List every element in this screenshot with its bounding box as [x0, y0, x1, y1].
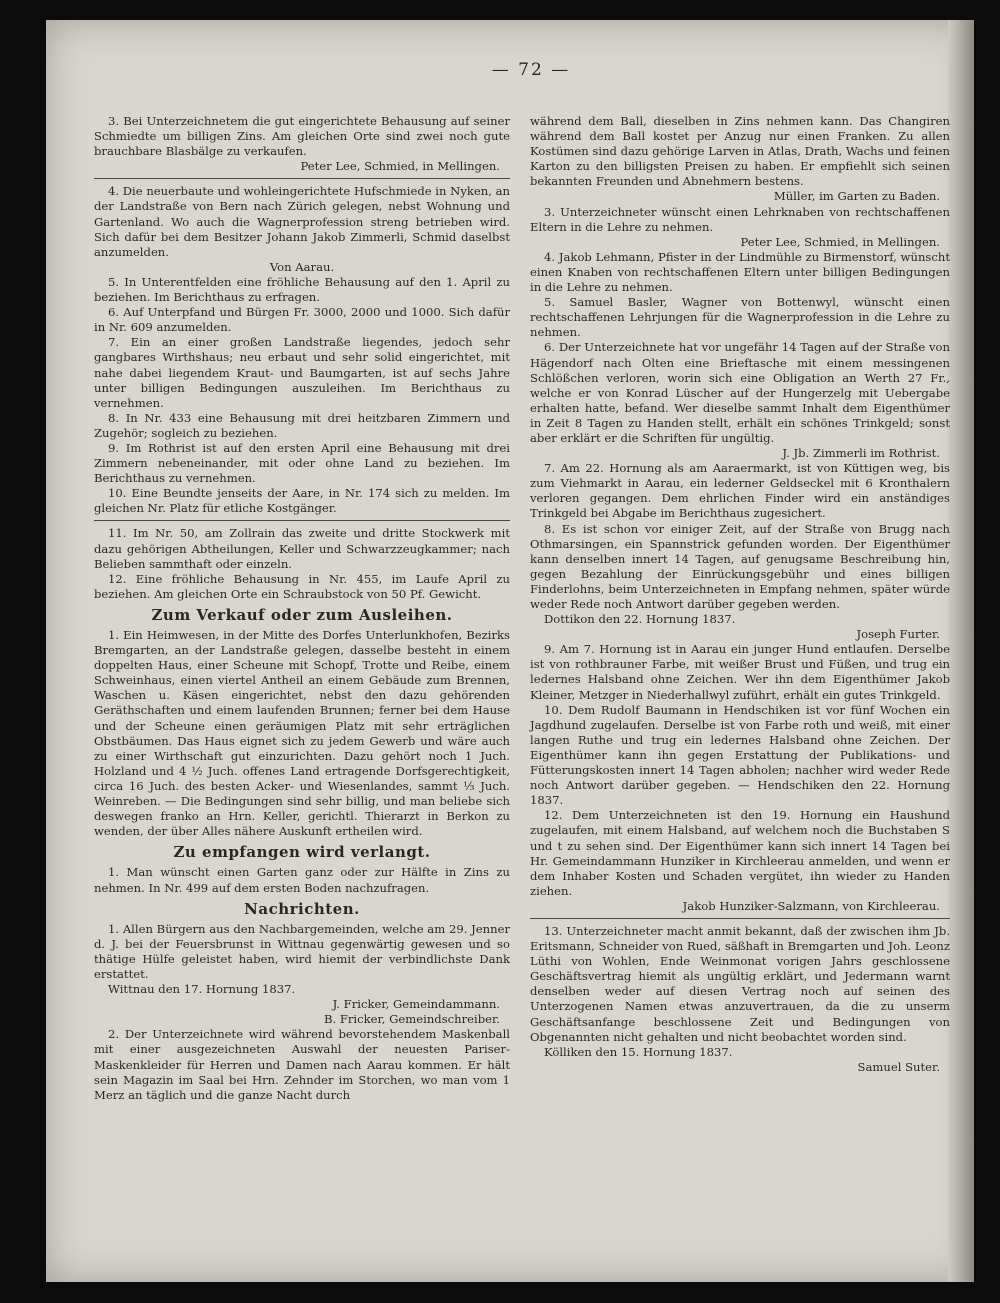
ad-item-11: 11. Im Nr. 50, am Zollrain das zweite und dritte Stockwerk mit dazu gehörigen Abtheilungen, Keller und Schwarzzeugkammer; nach Belieben sammthaft oder einzeln. — [94, 526, 510, 571]
nachricht-item-6: 6. Der Unterzeichnete hat vor ungefähr 14 Tagen auf der Straße von Hägendorf nach Olten eine Brieftasche mit einem messingenen Schlößchen verloren, worin sich eine Obligation an Werth 27 Fr., welche er von Konrad Lüscher auf der Hungerzelg mit Uebergabe erhalten hatte, befand. Wer dieselbe sammt Inhalt dem Eigenthümer in Zeit 8 Tagen zu Handen stellt, erhält ein schönes Trinkgeld; sonst aber erklärt er die Schriften für ungültig. — [530, 340, 950, 445]
nachricht-item-1-signature-2: B. Fricker, Gemeindschreiber. — [323, 1012, 500, 1027]
section-heading-verkauf: Zum Verkauf oder zum Ausleihen. — [151, 605, 453, 624]
divider — [94, 178, 510, 179]
ad-item-12: 12. Eine fröhliche Behausung in Nr. 455, im Laufe April zu beziehen. Am gleichen Orte ein Schraubstock von 50 Pf. Gewicht. — [94, 571, 510, 601]
nachricht-item-8-date: Dottikon den 22. Hornung 1837. — [544, 612, 736, 627]
nachricht-item-1: 1. Allen Bürgern aus den Nachbargemeinden, welche am 29. Jenner d. J. bei der Feuersbrunst in Wittnau gegenwärtig gewesen und so thätige Hülfe geleistet haben, wird hiemit der verbindlichste Dank erstattet. — [94, 921, 510, 981]
nachricht-item-8-signature: Joseph Furter. — [856, 627, 940, 642]
nachricht-item-2: 2. Der Unterzeichnete wird während bevorstehendem Maskenball mit einer ausgezeichneten Auswahl der neuesten Pariser-Maskenkleider für Herren und Damen nach Aarau kommen. Er hält sein Magazin im Saal bei Hrn. Zehnder im Storchen, wo man vom 1 Merz an täglich und die ganze Nacht durch — [94, 1027, 510, 1102]
divider — [530, 918, 950, 919]
verkauf-item-1: 1. Ein Heimwesen, in der Mitte des Dorfes Unterlunkhofen, Bezirks Bremgarten, an der Landstraße gelegen, dasselbe besteht in einem doppelten Haus, einer Scheune mit Schopf, Trotte und Reibe, einem Schweinhaus, einen viertel Antheil an einem Gebäude zum Brennen, Waschen u. Käsen eingerichtet, nebst den dazu gehörenden Geräthschaften und einem laufenden Brunnen; ferner bei dem Hause und der Scheune einen geräumigen Platz mit sehr erträglichen Obstbäumen. Das Haus eignet sich zu jedem Gewerb und wäre auch zu einer Wirthschaft gut einzurichten. Dazu gehört noch 1 Juch. Holzland und 4 ½ Juch. offenes Land ertragende Dorfsgerechtigkeit, circa 16 Juch. des besten Acker- und Wiesenlandes, sammt ⅓ Juch. Weinreben. — Die Bedingungen sind sehr billig, und man beliebe sich deswegen franko an Hrn. Keller, gerichtl. Thierarzt in Berkon zu wenden, der über Alles nähere Auskunft ertheilen wird. — [94, 628, 510, 839]
empfangen-item-1: 1. Man wünscht einen Garten ganz oder zur Hälfte in Zins zu nehmen. In Nr. 499 auf dem ersten Boden nachzufragen. — [94, 865, 510, 895]
nachricht-item-2-continued: während dem Ball, dieselben in Zins nehmen kann. Das Changiren während dem Ball kostet per Anzug nur einen Franken. Zu allen Kostümen sind dazu gehörige Larven in Atlas, Drath, Wachs und feinen Karton zu den billigsten Preisen zu haben. Er empfiehlt sich seinen bekannten Freunden und Abnehmern bestens. — [530, 114, 950, 189]
ad-item-10: 10. Eine Beundte jenseits der Aare, in Nr. 174 sich zu melden. Im gleichen Nr. Platz für etliche Kostgänger. — [94, 486, 510, 516]
nachricht-item-6-signature: J. Jb. Zimmerli im Rothrist. — [782, 446, 940, 461]
nachricht-item-13-date: Kölliken den 15. Hornung 1837. — [544, 1044, 733, 1059]
nachricht-item-12: 12. Dem Unterzeichneten ist den 19. Hornung ein Haushund zugelaufen, mit einem Halsband, auf welchem noch die Buchstaben S und t zu sehen sind. Der Eigenthümer kann sich innert 14 Tagen bei Hr. Gemeindammann Hunziker in Kirchleerau anmelden, und wenn er dem Inhaber Kosten und Schaden vergütet, ihn wieder zu Handen ziehen. — [530, 808, 950, 898]
section-heading-empfangen: Zu empfangen wird verlangt. — [173, 843, 431, 862]
newspaper-page — [46, 20, 974, 1282]
page-number: — 72 — — [491, 60, 571, 80]
left-column — [94, 114, 510, 1103]
nachricht-item-5: 5. Samuel Basler, Wagner von Bottenwyl, wünscht einen rechtschaffenen Lehrjungen für die Wagnerprofession in die Lehre zu nehmen. — [530, 295, 950, 340]
right-column — [530, 114, 950, 1075]
nachricht-item-1-date: Wittnau den 17. Hornung 1837. — [108, 982, 296, 997]
nachricht-item-3-signature: Peter Lee, Schmied, in Mellingen. — [740, 234, 940, 249]
ad-item-6: 6. Auf Unterpfand und Bürgen Fr. 3000, 2000 und 1000. Sich dafür in Nr. 609 anzumelden. — [94, 305, 510, 335]
nachricht-item-13: 13. Unterzeichneter macht anmit bekannt, daß der zwischen ihm Jb. Eritsmann, Schneider von Rued, säßhaft in Bremgarten und Joh. Leonz Lüthi von Wohlen, Ende Weinmonat vorigen Jahrs geschlossene Geschäftsvertrag hiemit als ungültig erklärt, und Jedermann warnt denselben weder auf diesen Vertrag noch auf seinen des Unterzogenen Namen etwas anzuvertrauen, da die zu unserm Geschäftsanfange beschlossene Zeit und Bedingungen von Obgenannten nicht gehalten und nicht beobachtet worden sind. — [530, 923, 950, 1044]
divider — [94, 520, 510, 521]
nachricht-item-3: 3. Unterzeichneter wünscht einen Lehrknaben von rechtschaffenen Eltern in die Lehre zu nehmen. — [530, 204, 950, 234]
section-heading-nachrichten: Nachrichten. — [244, 899, 360, 918]
ad-item-7: 7. Ein an einer großen Landstraße liegendes, jedoch sehr gangbares Wirthshaus; neu erbaut und sehr solid eingerichtet, mit nahe dabei liegendem Kraut- und Baumgarten, ist auf sechs Jahre unter billigen Bedingungen auszuleihen. Im Berichthaus zu vernehmen. — [94, 335, 510, 410]
nachricht-item-7: 7. Am 22. Hornung als am Aaraermarkt, ist von Küttigen weg, bis zum Viehmarkt in Aarau, ein lederner Geldseckel mit 6 Kronthalern verloren gegangen. Dem ehrlichen Finder wird ein anständiges Trinkgeld bei Abgabe im Berichthaus zugesichert. — [530, 461, 950, 521]
ad-item-5: 5. In Unterentfelden eine fröhliche Behausung auf den 1. April zu beziehen. Im Berichthaus zu erfragen. — [94, 274, 510, 305]
ad-item-4: 4. Die neuerbaute und wohleingerichtete Hufschmiede in Nyken, an der Landstraße von Bern nach Zürich gelegen, nebst Wohnung und Gartenland. Wo auch die Wagnerprofession streng betrieben wird. Sich dafür bei dem Besitzer Johann Jakob Zimmerli, Schmid daselbst anzumelden. — [94, 184, 510, 259]
ad-item-3: 3. Bei Unterzeichnetem die gut eingerichtete Behausung auf seiner Schmiedte um billigen Zins. Am gleichen Orte sind zwei noch gute brauchbare Blasbälge zu verkaufen. — [94, 114, 510, 159]
ad-item-9: 9. Im Rothrist ist auf den ersten April eine Behausung mit drei Zimmern nebeneinander, mit oder ohne Land zu beziehen. Im Berichthaus zu vernehmen. — [94, 440, 510, 486]
nachricht-item-1-signature-1: J. Fricker, Gemeindammann. — [332, 997, 500, 1012]
nachricht-item-2-signature: Müller, im Garten zu Baden. — [773, 189, 940, 204]
nachricht-item-8: 8. Es ist schon vor einiger Zeit, auf der Straße von Brugg nach Othmarsingen, ein Spannstrick gefunden worden. Der Eigenthümer kann denselben innert 14 Tagen, auf genugsame Beschreibung hin, gegen Bezahlung der Einrückungsgebühr und eines billigen Finderlohns, beim Unterzeichneten in Empfang nehmen, später würde weder Rede noch Antwort darüber gegeben werden. — [530, 521, 950, 611]
nachricht-item-10: 10. Dem Rudolf Baumann in Hendschiken ist vor fünf Wochen ein Jagdhund zugelaufen. Derselbe ist von Farbe roth und weiß, mit einer langen Ruthe und trug ein ledernes Halsband ohne Zeichen. Der Eigenthümer kann ihn gegen Erstattung der Publikations- und Fütterungskosten innert 14 Tagen abholen; nachher wird weder Rede noch Antwort darüber gegeben. — Hendschiken den 22. Hornung 1837. — [530, 702, 950, 808]
nachricht-item-4: 4. Jakob Lehmann, Pfister in der Lindmühle zu Birmenstorf, wünscht einen Knaben von rechtschaffenen Eltern unter billigen Bedingungen in die Lehre zu nehmen. — [530, 249, 950, 295]
ad-item-8: 8. In Nr. 433 eine Behausung mit drei heitzbaren Zimmern und Zugehör; sogleich zu beziehen. — [94, 410, 510, 440]
page-spine-shadow — [948, 20, 974, 1282]
nachricht-item-12-signature: Jakob Hunziker-Salzmann, von Kirchleerau. — [682, 898, 940, 913]
ad-item-3-signature: Peter Lee, Schmied, in Mellingen. — [300, 159, 500, 174]
nachricht-item-9: 9. Am 7. Hornung ist in Aarau ein junger Hund entlaufen. Derselbe ist von rothbrauner Farbe, mit weißer Brust und Füßen, und trug ein ledernes Halsband ohne Zeichen. Wer ihn dem Eigenthümer Jakob Kleiner, Metzger in Niederhallwyl zuführt, erhält ein gutes Trinkgeld. — [530, 642, 950, 702]
nachricht-item-13-signature: Samuel Suter. — [857, 1059, 940, 1074]
section-place-heading: Von Aarau. — [269, 259, 335, 274]
